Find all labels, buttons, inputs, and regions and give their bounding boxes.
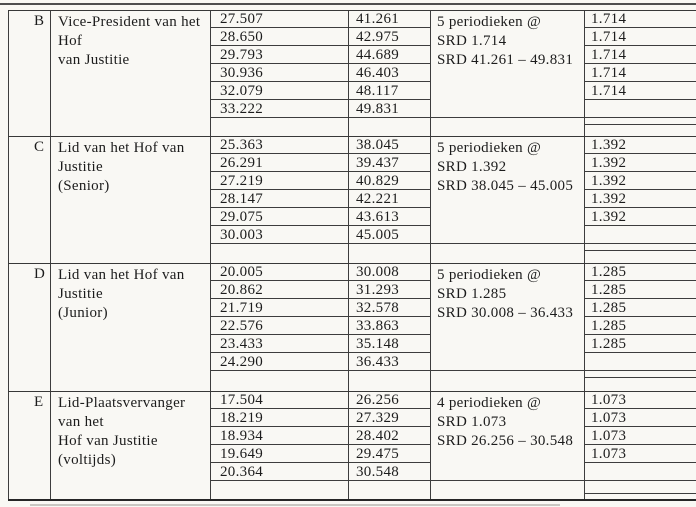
empty-cell xyxy=(584,118,696,125)
table-top-partial-border xyxy=(0,3,696,5)
salary-value: 20.005 xyxy=(210,263,348,281)
salary-value: 24.290 xyxy=(210,353,348,371)
salary-scale-b-column xyxy=(348,391,430,481)
position-title xyxy=(50,136,210,196)
title-line: Lid-Plaatsvervanger xyxy=(58,395,186,411)
increment-value: 1.392 xyxy=(584,136,696,154)
title-line: Justitie xyxy=(58,159,103,175)
position-title xyxy=(50,263,210,323)
table-section-d xyxy=(0,263,696,391)
periodiek-note xyxy=(430,263,584,371)
title-line: Hof van Justitie xyxy=(58,433,158,449)
increment-value: 1.073 xyxy=(584,391,696,409)
title-line: van Justitie xyxy=(58,52,130,68)
empty-cell xyxy=(584,226,696,244)
salary-value: 40.829 xyxy=(348,172,430,190)
periodiek-note-line: SRD 1.714 xyxy=(437,33,507,49)
periodiek-note-line: SRD 41.261 – 49.831 xyxy=(437,52,574,68)
increment-value: 1.285 xyxy=(584,317,696,335)
salary-value: 27.329 xyxy=(348,409,430,427)
empty-cell xyxy=(584,100,696,118)
title-line: (voltijds) xyxy=(58,452,116,468)
periodiek-note xyxy=(430,10,584,118)
grade-letter: C xyxy=(34,139,45,155)
salary-value: 18.934 xyxy=(210,427,348,445)
salary-value: 44.689 xyxy=(348,46,430,64)
salary-scale-a-column xyxy=(210,10,348,118)
increment-value: 1.714 xyxy=(584,82,696,100)
salary-scale-b-column xyxy=(348,10,430,118)
empty-cell xyxy=(584,481,696,494)
title-line: (Junior) xyxy=(58,305,108,321)
salary-value: 22.576 xyxy=(210,317,348,335)
salary-value: 33.863 xyxy=(348,317,430,335)
salary-value: 30.008 xyxy=(348,263,430,281)
salary-value: 20.862 xyxy=(210,281,348,299)
grade-letter: D xyxy=(34,266,46,282)
increment-value: 1.392 xyxy=(584,208,696,226)
salary-scale-a-column xyxy=(210,136,348,244)
position-title xyxy=(50,10,210,70)
empty-cell xyxy=(584,463,696,481)
increment-column xyxy=(584,10,696,125)
salary-value: 27.507 xyxy=(210,10,348,28)
scan-artifact xyxy=(30,504,560,506)
salary-value: 26.256 xyxy=(348,391,430,409)
increment-value: 1.073 xyxy=(584,427,696,445)
increment-value: 1.073 xyxy=(584,445,696,463)
salary-value: 30.548 xyxy=(348,463,430,481)
table-section-e xyxy=(0,391,696,500)
salary-value: 41.261 xyxy=(348,10,430,28)
periodiek-note-line: SRD 1.392 xyxy=(437,159,507,175)
periodiek-note xyxy=(430,136,584,244)
periodiek-note-line: 4 periodieken @ xyxy=(437,395,542,411)
increment-value: 1.285 xyxy=(584,263,696,281)
salary-value: 38.045 xyxy=(348,136,430,154)
salary-value: 18.219 xyxy=(210,409,348,427)
periodiek-note-line: 5 periodieken @ xyxy=(437,267,542,283)
table-section-c xyxy=(0,136,696,263)
increment-value: 1.392 xyxy=(584,190,696,208)
salary-scale-b-column xyxy=(348,263,430,371)
salary-value: 27.219 xyxy=(210,172,348,190)
grade-letter: B xyxy=(34,13,45,29)
increment-value: 1.392 xyxy=(584,154,696,172)
title-line: (Senior) xyxy=(58,178,110,194)
increment-value: 1.285 xyxy=(584,299,696,317)
increment-value: 1.714 xyxy=(584,10,696,28)
increment-column xyxy=(584,391,696,494)
salary-value: 29.075 xyxy=(210,208,348,226)
increment-column xyxy=(584,136,696,251)
salary-value: 46.403 xyxy=(348,64,430,82)
periodiek-note-line: 5 periodieken @ xyxy=(437,140,542,156)
periodiek-note xyxy=(430,391,584,481)
table-bottom-border xyxy=(8,499,696,501)
salary-value: 33.222 xyxy=(210,100,348,118)
salary-value: 28.650 xyxy=(210,28,348,46)
salary-scale-a-column xyxy=(210,391,348,481)
increment-value: 1.714 xyxy=(584,28,696,46)
periodiek-note-line: 5 periodieken @ xyxy=(437,14,542,30)
periodiek-note-line: SRD 1.073 xyxy=(437,414,507,430)
empty-cell xyxy=(584,371,696,378)
salary-value: 20.364 xyxy=(210,463,348,481)
salary-value: 30.003 xyxy=(210,226,348,244)
salary-value: 32.578 xyxy=(348,299,430,317)
title-line: van het xyxy=(58,414,104,430)
increment-value: 1.714 xyxy=(584,64,696,82)
salary-value: 21.719 xyxy=(210,299,348,317)
salary-value: 19.649 xyxy=(210,445,348,463)
title-line: Lid van het Hof van xyxy=(58,140,185,156)
salary-value: 35.148 xyxy=(348,335,430,353)
salary-value: 36.433 xyxy=(348,353,430,371)
increment-value: 1.285 xyxy=(584,335,696,353)
salary-value: 39.437 xyxy=(348,154,430,172)
salary-value: 42.975 xyxy=(348,28,430,46)
salary-value: 31.293 xyxy=(348,281,430,299)
salary-value: 17.504 xyxy=(210,391,348,409)
salary-scale-b-column xyxy=(348,136,430,244)
salary-value: 28.402 xyxy=(348,427,430,445)
increment-value: 1.073 xyxy=(584,409,696,427)
table-section-b xyxy=(0,10,696,136)
salary-value: 25.363 xyxy=(210,136,348,154)
title-line: Vice-President van het xyxy=(58,14,201,30)
salary-value: 48.117 xyxy=(348,82,430,100)
salary-value: 29.793 xyxy=(210,46,348,64)
salary-value: 49.831 xyxy=(348,100,430,118)
salary-scale-a-column xyxy=(210,263,348,371)
title-line: Hof xyxy=(58,33,83,49)
salary-value: 45.005 xyxy=(348,226,430,244)
salary-value: 30.936 xyxy=(210,64,348,82)
salary-value: 42.221 xyxy=(348,190,430,208)
salary-value: 43.613 xyxy=(348,208,430,226)
salary-value: 23.433 xyxy=(210,335,348,353)
periodiek-note-line: SRD 30.008 – 36.433 xyxy=(437,305,574,321)
increment-value: 1.392 xyxy=(584,172,696,190)
periodiek-note-line: SRD 1.285 xyxy=(437,286,507,302)
increment-value: 1.285 xyxy=(584,281,696,299)
periodiek-note-line: SRD 26.256 – 30.548 xyxy=(437,433,574,449)
title-line: Lid van het Hof van xyxy=(58,267,185,283)
salary-value: 28.147 xyxy=(210,190,348,208)
increment-column xyxy=(584,263,696,378)
title-line: Justitie xyxy=(58,286,103,302)
periodiek-note-line: SRD 38.045 – 45.005 xyxy=(437,178,574,194)
salary-value: 26.291 xyxy=(210,154,348,172)
empty-cell xyxy=(584,244,696,251)
empty-cell xyxy=(584,353,696,371)
salary-value: 32.079 xyxy=(210,82,348,100)
salary-value: 29.475 xyxy=(348,445,430,463)
position-title xyxy=(50,391,210,470)
increment-value: 1.714 xyxy=(584,46,696,64)
grade-letter: E xyxy=(34,394,44,410)
